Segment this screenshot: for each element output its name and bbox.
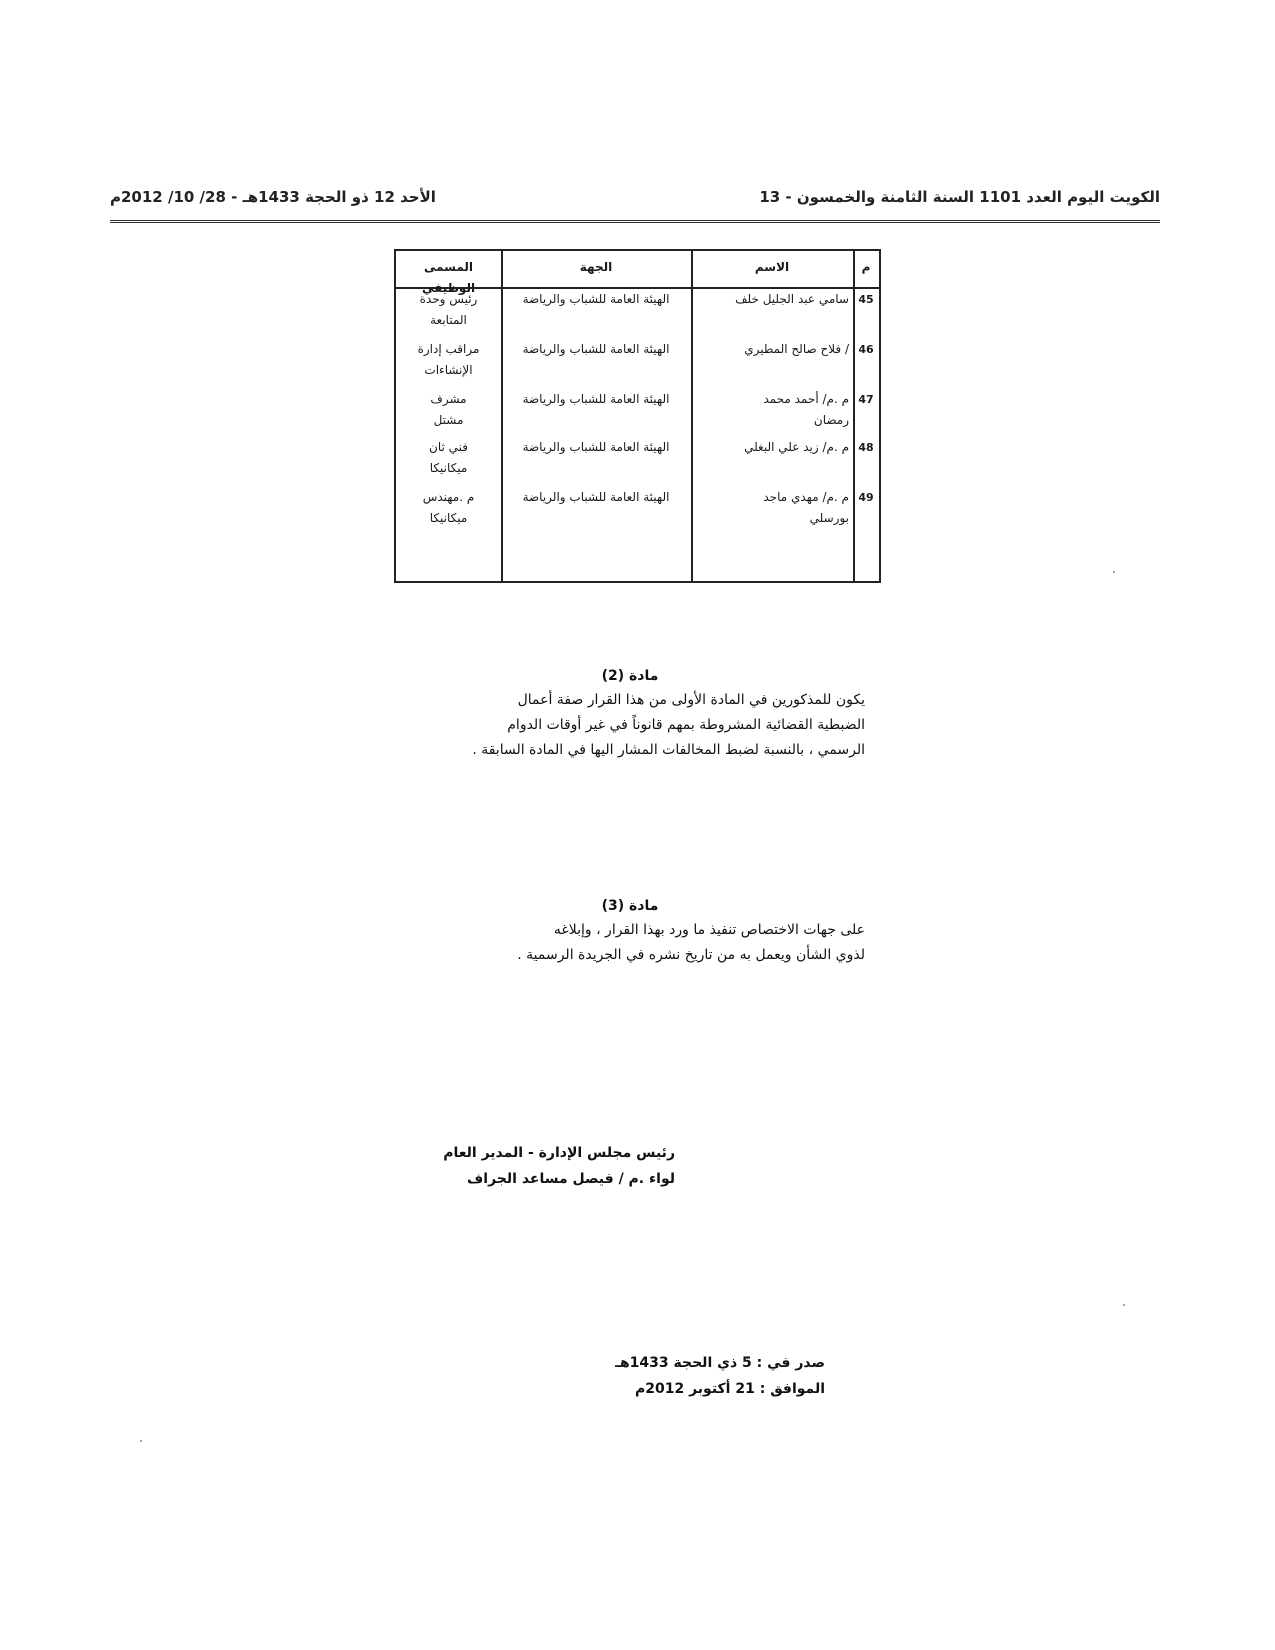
article-3-title: مادة (3): [601, 898, 659, 914]
row-number: 49: [858, 491, 874, 504]
article-2-line: يكون للمذكورين في المادة الأولى من هذا القرار صفة أعمال: [517, 692, 865, 708]
th-entity: الجهة: [579, 260, 613, 274]
th-job-title: المسمى الوظيفي: [421, 260, 476, 295]
signature-block: [375, 1140, 675, 1192]
header-divider: [110, 220, 1160, 223]
row-name: / فلاح صالح المطيري: [744, 342, 849, 356]
page-header: [110, 188, 1160, 218]
th-name: الاسم: [754, 260, 790, 274]
scan-speck: [140, 1440, 142, 1442]
scan-speck: [1113, 571, 1115, 573]
issued-block: [565, 1350, 825, 1402]
signature-position: رئيس مجلس الإدارة - المدير العام: [443, 1145, 675, 1161]
header-publication-info: الكويت اليوم العدد 1101 السنة الثامنة والخمسون - 13: [759, 188, 1160, 206]
row-name: م .م/ أحمد محمد رمضان: [763, 392, 849, 427]
row-job-title: مشرف مشتل: [430, 392, 467, 427]
article-3: [395, 898, 865, 968]
article-2-line: الضبطية القضائية المشروطة بمهم قانوناً في غير أوقات الدوام: [507, 717, 865, 733]
row-job-title: م .مهندس ميكانيكا: [422, 490, 475, 525]
header-date: الأحد 12 ذو الحجة 1433هـ - 28/ 10/ 2012م: [110, 188, 436, 206]
row-job-title: فني ثان ميكانيكا: [429, 440, 468, 475]
article-3-line: على جهات الاختصاص تنفيذ ما ورد بهذا القرار ، وإبلاغه: [553, 922, 865, 938]
row-entity: الهيئة العامة للشباب والرياضة: [522, 342, 670, 356]
members-table: [394, 249, 881, 583]
row-entity: الهيئة العامة للشباب والرياضة: [522, 292, 670, 306]
row-name: سامي عبد الجليل خلف: [735, 292, 849, 306]
article-2: [395, 668, 865, 763]
row-job-title: مراقب إدارة الإنشاءات: [417, 342, 480, 377]
row-number: 45: [858, 293, 874, 306]
th-number: م: [861, 260, 871, 274]
row-name: م .م/ زيد علي البغلي: [744, 440, 849, 454]
row-name: م .م/ مهدي ماجد بورسلي: [763, 490, 849, 525]
signature-name: لواء .م / فيصل مساعد الجراف: [467, 1171, 675, 1187]
row-number: 46: [858, 343, 874, 356]
row-entity: الهيئة العامة للشباب والرياضة: [522, 490, 670, 504]
row-number: 48: [858, 441, 874, 454]
article-2-line: الرسمي ، بالنسبة لضبط المخالفات المشار اليها في المادة السابقة .: [472, 742, 865, 758]
article-2-title: مادة (2): [601, 668, 659, 684]
article-3-line: لذوي الشأن ويعمل به من تاريخ نشره في الجريدة الرسمية .: [517, 947, 865, 963]
row-job-title: رئيس وحدة المتابعة: [419, 292, 478, 327]
issued-hijri-date: صدر في : 5 ذي الحجة 1433هـ: [615, 1355, 825, 1371]
row-entity: الهيئة العامة للشباب والرياضة: [522, 440, 670, 454]
scan-speck: [1123, 1304, 1125, 1306]
issued-gregorian-date: الموافق : 21 أكتوبر 2012م: [634, 1381, 825, 1397]
row-entity: الهيئة العامة للشباب والرياضة: [522, 392, 670, 406]
row-number: 47: [858, 393, 874, 406]
